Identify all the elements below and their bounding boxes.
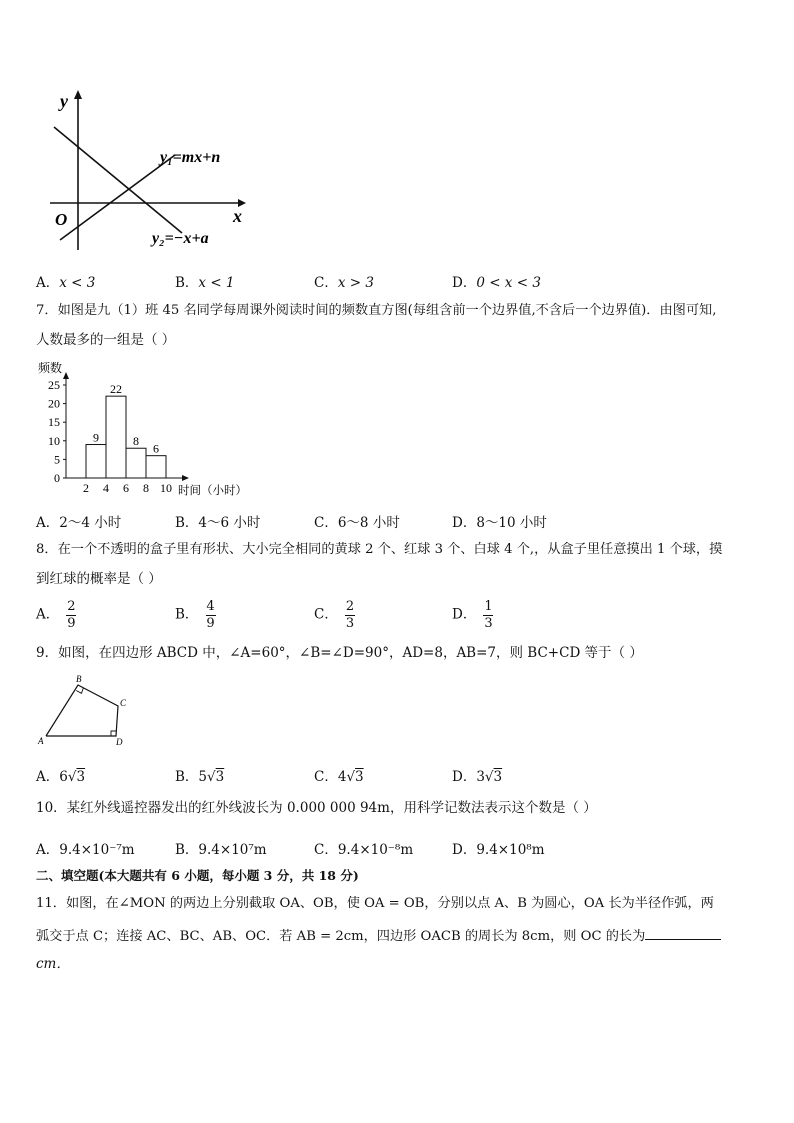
q8-option-c-denominator: 3 (345, 615, 355, 631)
q6-option-c-text: x > 3 (337, 275, 374, 291)
q9-option-c-letter: C． (314, 769, 338, 785)
q6-option-c-letter: C． (314, 275, 338, 291)
q6-option-b[interactable] (175, 271, 235, 291)
q10-option-a[interactable] (36, 838, 135, 858)
q8-option-d-fraction (482, 600, 494, 630)
sqrt-sign: √ (67, 769, 77, 785)
q9-option-b-radicand: 3 (215, 769, 225, 785)
q10-option-c-letter: C． (314, 842, 338, 858)
q7-stem-line1: 7．如图是九（1）班 45 名同学每周课外阅读时间的频数直方图(每组含前一个边界值,不含后一个边界值)．由图可知, (36, 303, 717, 318)
q8-stem-line2: 到红球的概率是（ ） (36, 571, 162, 587)
histogram-bar-label: 9 (93, 430, 99, 445)
q6-option-d-letter: D． (452, 275, 477, 291)
q8-option-c-fraction (344, 600, 356, 630)
q8-option-c-numerator: 2 (345, 599, 355, 614)
q7-option-b[interactable] (175, 511, 260, 531)
q8-option-b-fraction (204, 600, 216, 630)
q11-stem-line2: 弧交于点 C；连接 AC、BC、AB、OC．若 AB = 2cm，四边形 OACB 的周长为 8cm，则 OC 的长为 (36, 929, 646, 944)
histogram-bar-label: 22 (110, 382, 122, 397)
histogram-bar (86, 445, 106, 478)
right-angle-d (111, 731, 116, 736)
histogram-x-tick-label: 8 (143, 481, 149, 495)
q8-option-c[interactable] (314, 600, 356, 630)
line-y2-label: y₂=−x+a (152, 230, 209, 247)
q8-option-b-numerator: 4 (206, 599, 215, 614)
histogram-bar (126, 448, 146, 478)
histogram-y-tick-label: 20 (48, 396, 60, 411)
q7-option-d-letter: D． (452, 515, 477, 531)
histogram-y-tick-label: 10 (48, 433, 60, 448)
q10-option-c-text: 9.4×10⁻⁸m (337, 842, 414, 858)
q11-stem-line1: 11．如图，在∠MON 的两边上分别截取 OA、OB，使 OA = OB，分别以点 A、B 为圆心，OA 长为半径作弧，两 (36, 896, 714, 911)
q7-stem-line2: 人数最多的一组是（ ） (36, 332, 176, 348)
q7-option-b-text: 4～6 小时 (198, 515, 261, 531)
q11-answer-blank[interactable] (645, 927, 721, 940)
histogram-y-tick-label: 25 (48, 378, 60, 392)
q6-option-b-text: x < 1 (198, 275, 235, 291)
histogram-y-tick-label: 15 (48, 415, 60, 430)
q8-option-b[interactable] (175, 600, 217, 630)
frequency-histogram (34, 357, 274, 502)
q6-option-b-letter: B． (175, 275, 199, 291)
q9-option-d[interactable] (452, 765, 502, 785)
q8-option-b-denominator: 9 (206, 615, 215, 631)
q7-option-a-text: 2～4 小时 (59, 515, 122, 531)
q7-option-a-letter: A． (36, 515, 60, 531)
q8-option-b-letter: B． (175, 606, 199, 623)
q7-option-c-letter: C． (314, 515, 338, 531)
histogram-ylabel: 频数 (38, 361, 63, 375)
histogram-y-tick-label: 5 (54, 452, 60, 467)
q9-option-b-letter: B． (175, 769, 199, 785)
histogram-y-tick-label: 0 (54, 471, 60, 485)
q11-stem-line2-wrap (36, 927, 721, 943)
q6-option-d-text: 0 < x < 3 (476, 275, 541, 291)
q10-option-a-letter: A． (36, 842, 60, 858)
q8-option-a-fraction (65, 600, 77, 630)
histogram-x-tick-label: 6 (123, 481, 129, 495)
linear-functions-graph (40, 85, 260, 260)
q6-option-a-text: x < 3 (59, 275, 96, 291)
x-axis-label: x (233, 206, 242, 226)
q10-option-d-text: 9.4×10⁸m (476, 842, 545, 858)
q9-option-c[interactable] (314, 765, 364, 785)
y-axis-arrow (74, 90, 82, 99)
histogram-x-tick-label: 10 (160, 481, 172, 495)
origin-label: O (55, 210, 68, 229)
q9-option-a-letter: A． (36, 769, 60, 785)
section2-title: 二、填空题(本大题共有 6 小题，每小题 3 分，共 18 分) (36, 868, 359, 883)
q8-option-a-letter: A． (36, 606, 60, 623)
q8-option-a-numerator: 2 (67, 599, 76, 614)
q8-option-c-letter: C． (314, 606, 338, 623)
q6-option-c[interactable] (314, 271, 374, 291)
q7-option-d[interactable] (452, 511, 547, 531)
sqrt-sign: √ (484, 769, 494, 785)
q10-option-b-text: 9.4×10⁷m (198, 842, 267, 858)
q10-option-a-text: 9.4×10⁻⁷m (59, 842, 135, 858)
right-angle-b (76, 688, 83, 693)
q10-stem: 10．某红外线遥控器发出的红外线波长为 0.000 000 94m，用科学记数法表示这个数是（ ） (36, 800, 597, 816)
y-axis-label: y (60, 91, 68, 111)
histogram-xlabel: 时间（小时） (178, 485, 247, 497)
q10-option-b[interactable] (175, 838, 267, 858)
q9-option-a-radicand: 3 (76, 769, 86, 785)
histogram-bar (106, 396, 126, 478)
q6-option-a-letter: A． (36, 275, 60, 291)
q10-option-d[interactable] (452, 838, 545, 858)
q8-option-a-denominator: 9 (67, 615, 76, 631)
sqrt-sign: √ (207, 769, 216, 785)
q9-option-a[interactable] (36, 765, 85, 785)
q8-stem-line1: 8．在一个不透明的盒子里有形状、大小完全相同的黄球 2 个、红球 3 个、白球 4 个,，从盒子里任意摸出 1 个球，摸 (36, 542, 723, 557)
q9-option-d-coef: 3 (476, 769, 485, 785)
q9-option-d-radicand: 3 (493, 769, 503, 785)
q8-option-a[interactable] (36, 600, 78, 630)
q9-option-b-coef: 5 (198, 769, 208, 785)
q6-option-a[interactable] (36, 271, 95, 291)
vertex-b-label: B (76, 674, 82, 684)
vertex-a-label: A (38, 736, 44, 746)
quadrilateral-abcd (34, 672, 144, 752)
q9-option-c-coef: 4 (337, 769, 347, 785)
q11-stem-line3: cm． (36, 956, 70, 972)
q9-option-d-letter: D． (452, 769, 477, 785)
q10-option-c[interactable] (314, 838, 413, 858)
q8-option-d-numerator: 1 (484, 599, 493, 614)
q7-option-c[interactable] (314, 511, 400, 531)
histogram-y-arrow (63, 372, 69, 379)
vertex-c-label: C (120, 698, 127, 708)
histogram-bar-label: 6 (153, 441, 159, 456)
q10-option-b-letter: B． (175, 842, 199, 858)
q9-option-a-coef: 6 (59, 769, 68, 785)
histogram-x-tick-label: 2 (83, 481, 89, 495)
q9-stem: 9．如图，在四边形 ABCD 中，∠A=60°，∠B=∠D=90°，AD=8，AB=7，则 BC+CD 等于（ ） (36, 645, 643, 661)
q8-option-d[interactable] (452, 600, 495, 630)
histogram-x-arrow (182, 475, 189, 481)
q9-option-b[interactable] (175, 765, 224, 785)
q10-option-d-letter: D． (452, 842, 477, 858)
line-y2 (54, 127, 182, 233)
vertex-d-label: D (116, 737, 123, 747)
q7-option-a[interactable] (36, 511, 121, 531)
histogram-x-tick-label: 4 (103, 481, 109, 495)
histogram-bar (146, 456, 166, 478)
q9-option-c-radicand: 3 (355, 769, 364, 785)
q7-option-c-text: 6～8 小时 (337, 515, 400, 531)
q7-option-b-letter: B． (175, 515, 199, 531)
histogram-bar-label: 8 (133, 434, 139, 449)
q7-option-d-text: 8～10 小时 (476, 515, 547, 531)
sqrt-sign: √ (346, 769, 356, 785)
q8-option-d-denominator: 3 (484, 615, 493, 631)
q6-option-d[interactable] (452, 271, 541, 291)
q8-option-d-letter: D． (452, 606, 477, 623)
line-y1-label: y₁=mx+n (160, 149, 221, 166)
